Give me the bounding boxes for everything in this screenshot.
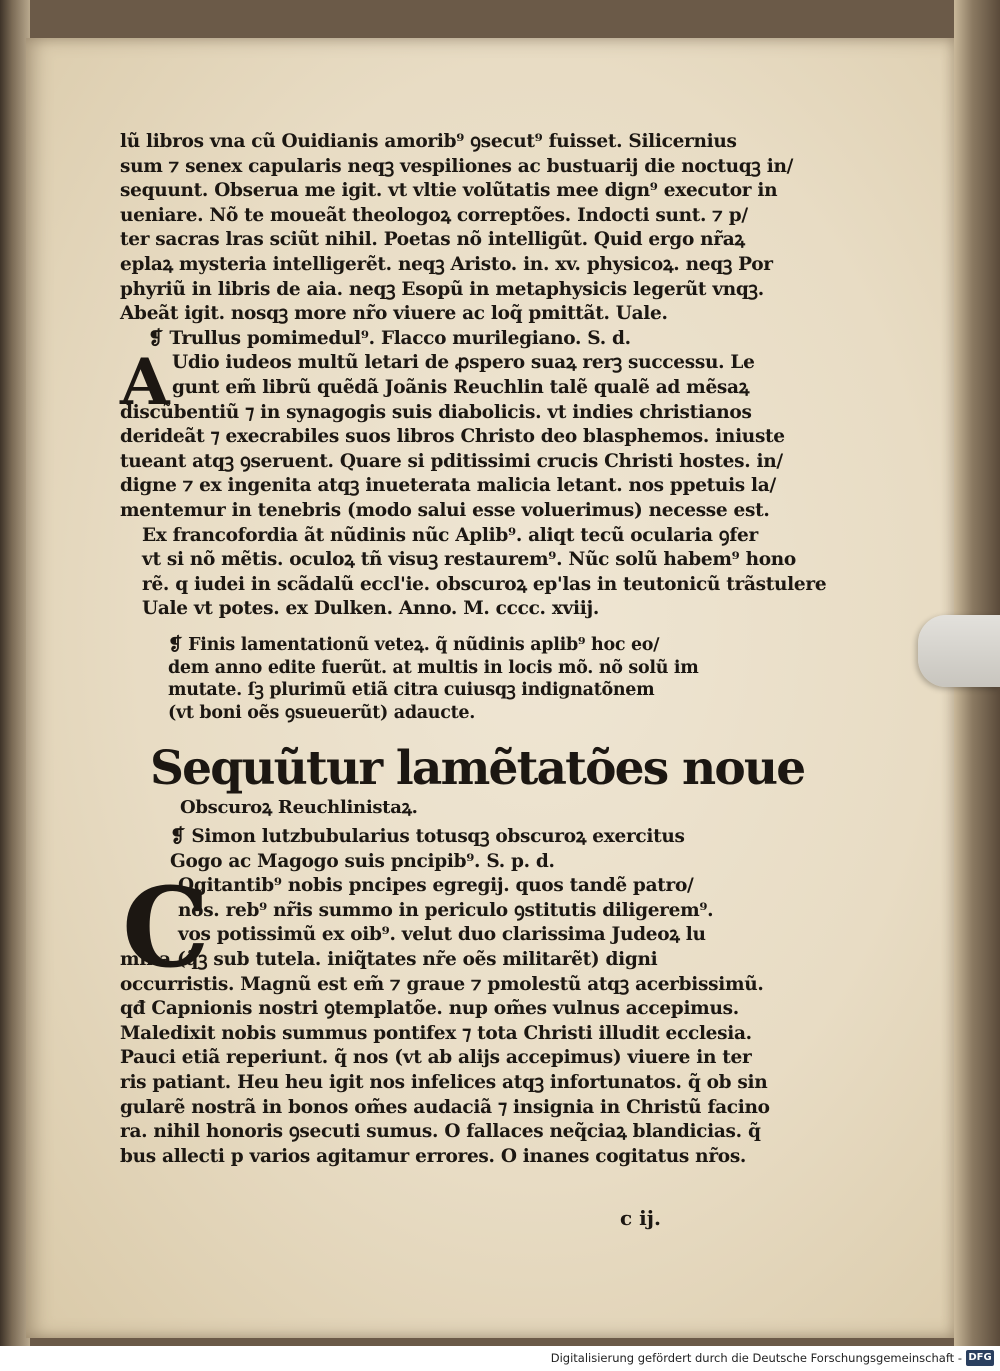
text-line: Abeãt igit. nosqꝫ more nr̃o viuere ac loq̃ pmittãt. Uale. xyxy=(120,303,668,325)
text-line: ueniare. Nõ te moueãt theologoꝝ correptões. Indocti sunt. ⁊ p∕ xyxy=(120,204,748,226)
text-line: eplaꝝ mysteria intelligerẽt. neqꝫ Aristo. in. xv. physicoꝝ. neqꝫ Por xyxy=(120,253,773,275)
paragraph-4 xyxy=(120,863,770,1169)
text-line: ra. nihil honoris ꝯsecuti sumus. O fallaces neq̃ciaꝝ blandicias. q̃ xyxy=(120,1121,761,1143)
section-heading: Sequũtur lamẽtatões noue xyxy=(150,741,805,797)
text-line: phyriũ in libris de aia. neqꝫ Esopũ in metaphysicis legerũt vnqꝫ. xyxy=(120,278,764,300)
text-line: occurristis. Magnũ est em̃ ⁊ graue ⁊ pmolestũ atqꝫ acerbissimũ. xyxy=(120,973,764,995)
drop-capital-a: A xyxy=(120,345,170,421)
text-line: sequunt. Obserua me igit. vt vltie volũtatis mee dign⁹ executor in xyxy=(120,180,778,202)
dfg-logo-icon: DFG xyxy=(966,1350,994,1366)
text-line: gunt em̃ librũ quẽdã Joãnis Reuchlin talẽ qualẽ ad mẽsaꝝ xyxy=(172,376,750,398)
section-subheading: Obscuroꝝ Reuchlinistaꝝ. xyxy=(180,797,418,819)
paragraph-3 xyxy=(120,524,827,622)
text-line: Maledixit nobis summus pontifex ⁊ tota Christi illudit ecclesia. xyxy=(120,1022,752,1044)
text-line: vos potissimũ ex oib⁹. velut duo clarissima Judeoꝝ lu xyxy=(178,924,706,946)
text-line: Uale vt potes. ex Dulken. Anno. M. cccc. xviij. xyxy=(142,598,599,620)
text-line: bus allecti p varios agitamur errores. O inanes cogitatus nr̃os. xyxy=(120,1145,747,1167)
text-line: Gogo ac Magogo suis pncipib⁹. S. p. d. xyxy=(170,850,555,872)
text-line: gularẽ nostrã in bonos om̃es audaciã ⁊ insignia in Christũ facino xyxy=(120,1096,770,1118)
text-line: tueant atqꝫ ꝯseruent. Quare si pditissimi crucis Christi hostes. in∕ xyxy=(120,450,783,472)
paragraph-2 xyxy=(120,345,785,523)
text-line: derideãt ⁊ execrabiles suos libros Christo deo blasphemos. iniuste xyxy=(120,426,785,448)
text-line: ris patiant. Heu heu igit nos infelices atqꝫ infortunatos. q̃ ob sin xyxy=(120,1072,768,1093)
text-line: ❡ Simon lutzbubularius totusqꝫ obscuroꝝ exercitus xyxy=(170,826,685,848)
text-line: Ex francofordia ãt nũdinis nũc Aplib⁹. aliqt tecũ ocularia ꝯfer xyxy=(142,524,758,546)
text-line: mina (q̃ꝫ sub tutela. iniq̃tates nr̃e oẽs militarẽt) digni xyxy=(120,949,658,971)
text-line: Ogitantib⁹ nobis pncipes egregij. quos tandẽ patro∕ xyxy=(178,875,694,897)
text-line: qđ Capnionis nostri ꝯtemplatõe. nup om̃es vulnus accepimus. xyxy=(120,998,739,1020)
signature-mark: c ij. xyxy=(620,1206,661,1230)
text-line: mutate. ſꝫ plurimũ etiã citra cuiusqꝫ indignatõnem xyxy=(168,680,655,701)
text-line: ter sacras lras sciũt nihil. Poetas nõ intelligũt. Quid ergo nr̃aꝝ xyxy=(120,229,745,251)
paragraph-1 xyxy=(120,130,794,327)
text-line: sum ⁊ senex capularis neqꝫ vespiliones ac bustuarij die noctuqꝫ in∕ xyxy=(120,155,794,177)
text-line: lũ libros vna cũ Ouidianis amorib⁹ ꝯsecut⁹ fuisset. Silicernius xyxy=(120,131,737,152)
funding-notice: Digitalisierung gefördert durch die Deutsche Forschungsgemeinschaft - xyxy=(550,1351,962,1365)
salutation-1: ❡ Trullus pomimedul⁹. Flacco murilegiano. S. d. xyxy=(148,327,631,349)
colophon-finis xyxy=(120,634,740,725)
text-line: Udio iudeos multũ letari de ꝓspero suaꝝ rerꝫ successu. Le xyxy=(172,352,755,374)
text-line: mentemur in tenebris (modo salui esse voluerimus) necesse est. xyxy=(120,499,770,521)
text-line: discũbentiũ ⁊ in synagogis suis diabolicis. vt indies christianos xyxy=(120,401,752,423)
text-line: Pauci etiã reperiunt. q̃ nos (vt ab alijs accepimus) viuere in ter xyxy=(120,1047,752,1069)
text-line: (vt boni oẽs ꝯsueuerũt) adaucte. xyxy=(168,703,475,724)
text-line: vt si nõ mẽtis. oculoꝝ tñ visuꝫ restaurem⁹. Nũc solũ habem⁹ hono xyxy=(142,549,796,571)
address-block xyxy=(120,825,740,874)
text-line: dem anno edite fuerũt. at multis in locis mõ. nõ solũ im xyxy=(168,657,699,678)
text-line: rẽ. q iudei in scãdalũ eccl'ie. obscuroꝝ ep'las in teutonicũ trãstulere xyxy=(142,573,827,595)
page-clip-holder xyxy=(918,615,1000,687)
drop-capital-c: C xyxy=(122,863,210,993)
text-line: ❡ Finis lamentationũ veteꝝ. q̃ nũdinis aplib⁹ hoc eo∕ xyxy=(168,634,660,655)
printed-text xyxy=(120,130,827,1169)
footer-bar xyxy=(0,1346,1000,1371)
text-line: digne ⁊ ex ingenita atqꝫ inueterata malicia letant. nos ppetuis la∕ xyxy=(120,475,776,497)
text-line: nos. reb⁹ nr̃is summo in periculo ꝯstitutis diligerem⁹. xyxy=(178,899,714,921)
